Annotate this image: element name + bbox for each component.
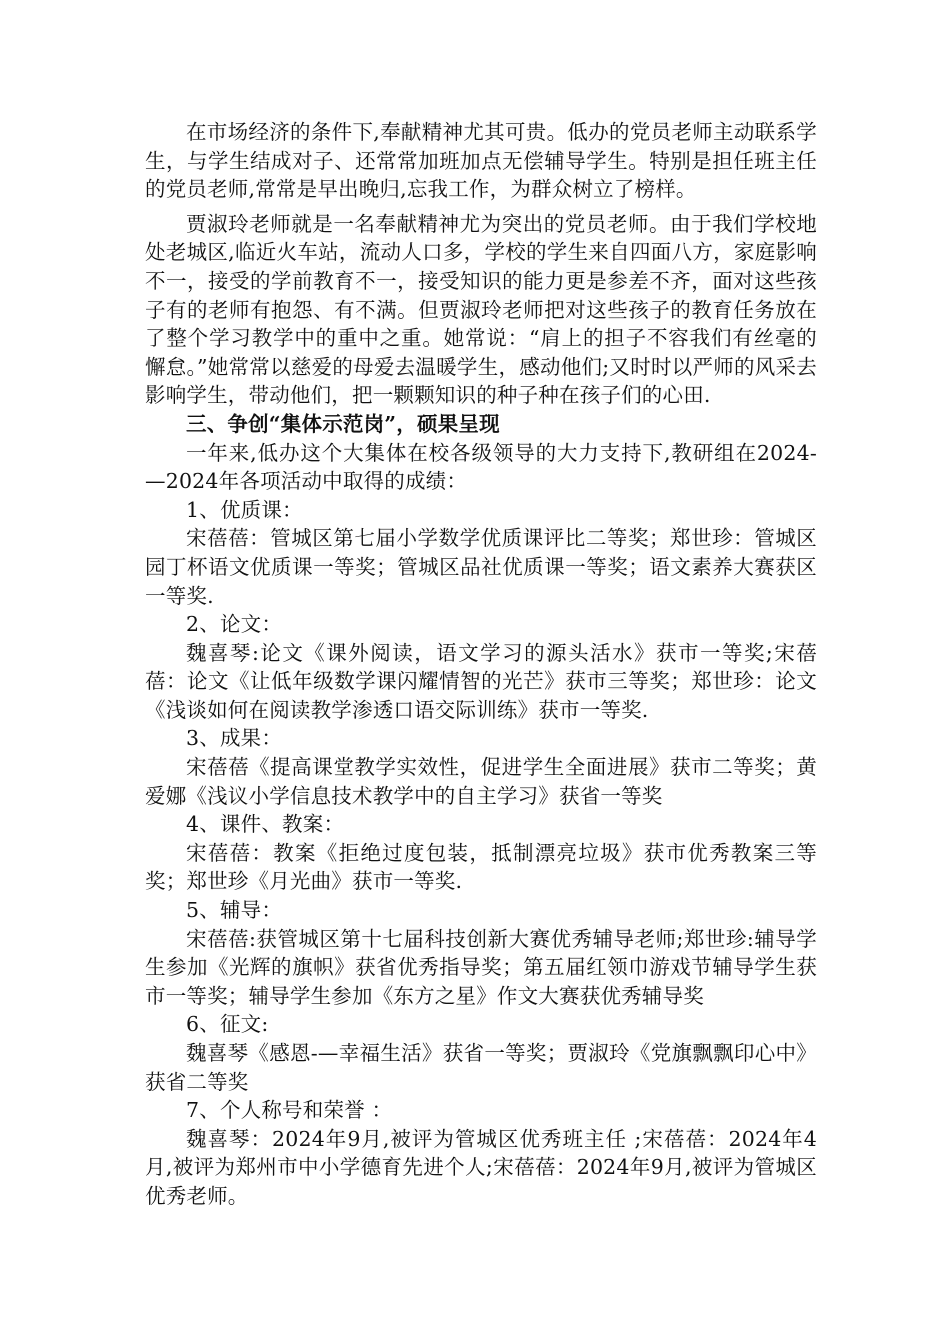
item-text-essays: 魏喜琴《感恩-—幸福生活》获省一等奖；贾淑玲《党旗飘飘印心中》获省二等奖 <box>145 1041 817 1094</box>
item-label-courseware: 4、课件、教案： <box>186 812 345 837</box>
item-label-results: 3、成果： <box>186 726 283 751</box>
item-label-quality-class: 1、优质课： <box>186 497 303 522</box>
item-text-papers: 魏喜琴:论文《课外阅读，语文学习的源头活水》获市一等奖;宋蓓蓓：论文《让低年级数学课闪耀情智的光芒》获市三等奖；郑世珍：论文《浅谈如何在阅读教学渗透口语交际训练》获市一等奖. <box>145 640 817 722</box>
document-page <box>145 118 817 1211</box>
item-text-quality-class: 宋蓓蓓：管城区第七届小学数学优质课评比二等奖；郑世珍：管城区园丁杯语文优质课一等奖；管城区品社优质课一等奖；语文素养大赛获区一等奖. <box>145 526 817 608</box>
paragraph-jia-shuling: 贾淑玲老师就是一名奉献精神尤为突出的党员老师。由于我们学校地处老城区,临近火车站，流动人口多，学校的学生来自四面八方，家庭影响不一，接受的学前教育不一，接受知识的能力更是参差不齐，面对这些孩子有的老师有抱怨、有不满。但贾淑玲老师把对这些孩子的教育任务放在了整个学习教学中的重中之重。她常说：“肩上的担子不容我们有丝毫的懈怠。”她常常以慈爱的母爱去温暖学生，感动他们;又时时以严师的风采去影响学生，带动他们，把一颗颗知识的种子种在孩子们的心田. <box>145 211 817 408</box>
paragraph-dedication: 在市场经济的条件下,奉献精神尤其可贵。低办的党员老师主动联系学生，与学生结成对子、还常常加班加点无偿辅导学生。特别是担任班主任的党员老师,常常是早出晚归,忘我工作，为群众树立了榜样。 <box>145 120 817 202</box>
item-label-honors: 7、个人称号和荣誉 ： <box>186 1098 393 1123</box>
item-label-papers: 2、论文： <box>186 612 283 637</box>
item-text-courseware: 宋蓓蓓：教案《拒绝过度包装，抵制漂亮垃圾》获市优秀教案三等奖；郑世珍《月光曲》获市一等奖. <box>145 840 817 894</box>
item-label-tutoring: 5、辅导： <box>186 898 283 923</box>
item-text-tutoring: 宋蓓蓓:获管城区第十七届科技创新大赛优秀辅导老师;郑世珍:辅导学生参加《光辉的旗帜》获省优秀指导奖；第五届红领巾游戏节辅导学生获市一等奖；辅导学生参加《东方之星》作文大赛获优秀辅导奖 <box>145 926 817 1008</box>
item-text-results: 宋蓓蓓《提高课堂教学实效性，促进学生全面进展》获市二等奖；黄爱娜《浅议小学信息技术教学中的自主学习》获省一等奖 <box>145 755 817 808</box>
item-label-essays: 6、征文: <box>186 1012 269 1037</box>
section-intro: 一年来,低办这个大集体在校各级领导的大力支持下,教研组在2024-—2024年各项活动中取得的成绩： <box>145 440 817 494</box>
item-text-honors: 魏喜琴：2024年9月,被评为管城区优秀班主任 ;宋蓓蓓：2024年4月,被评为郑州市中小学德育先进个人;宋蓓蓓：2024年9月,被评为管城区优秀老师。 <box>145 1126 817 1208</box>
section-heading: 三、争创“集体示范岗”，硕果呈现 <box>186 411 500 436</box>
